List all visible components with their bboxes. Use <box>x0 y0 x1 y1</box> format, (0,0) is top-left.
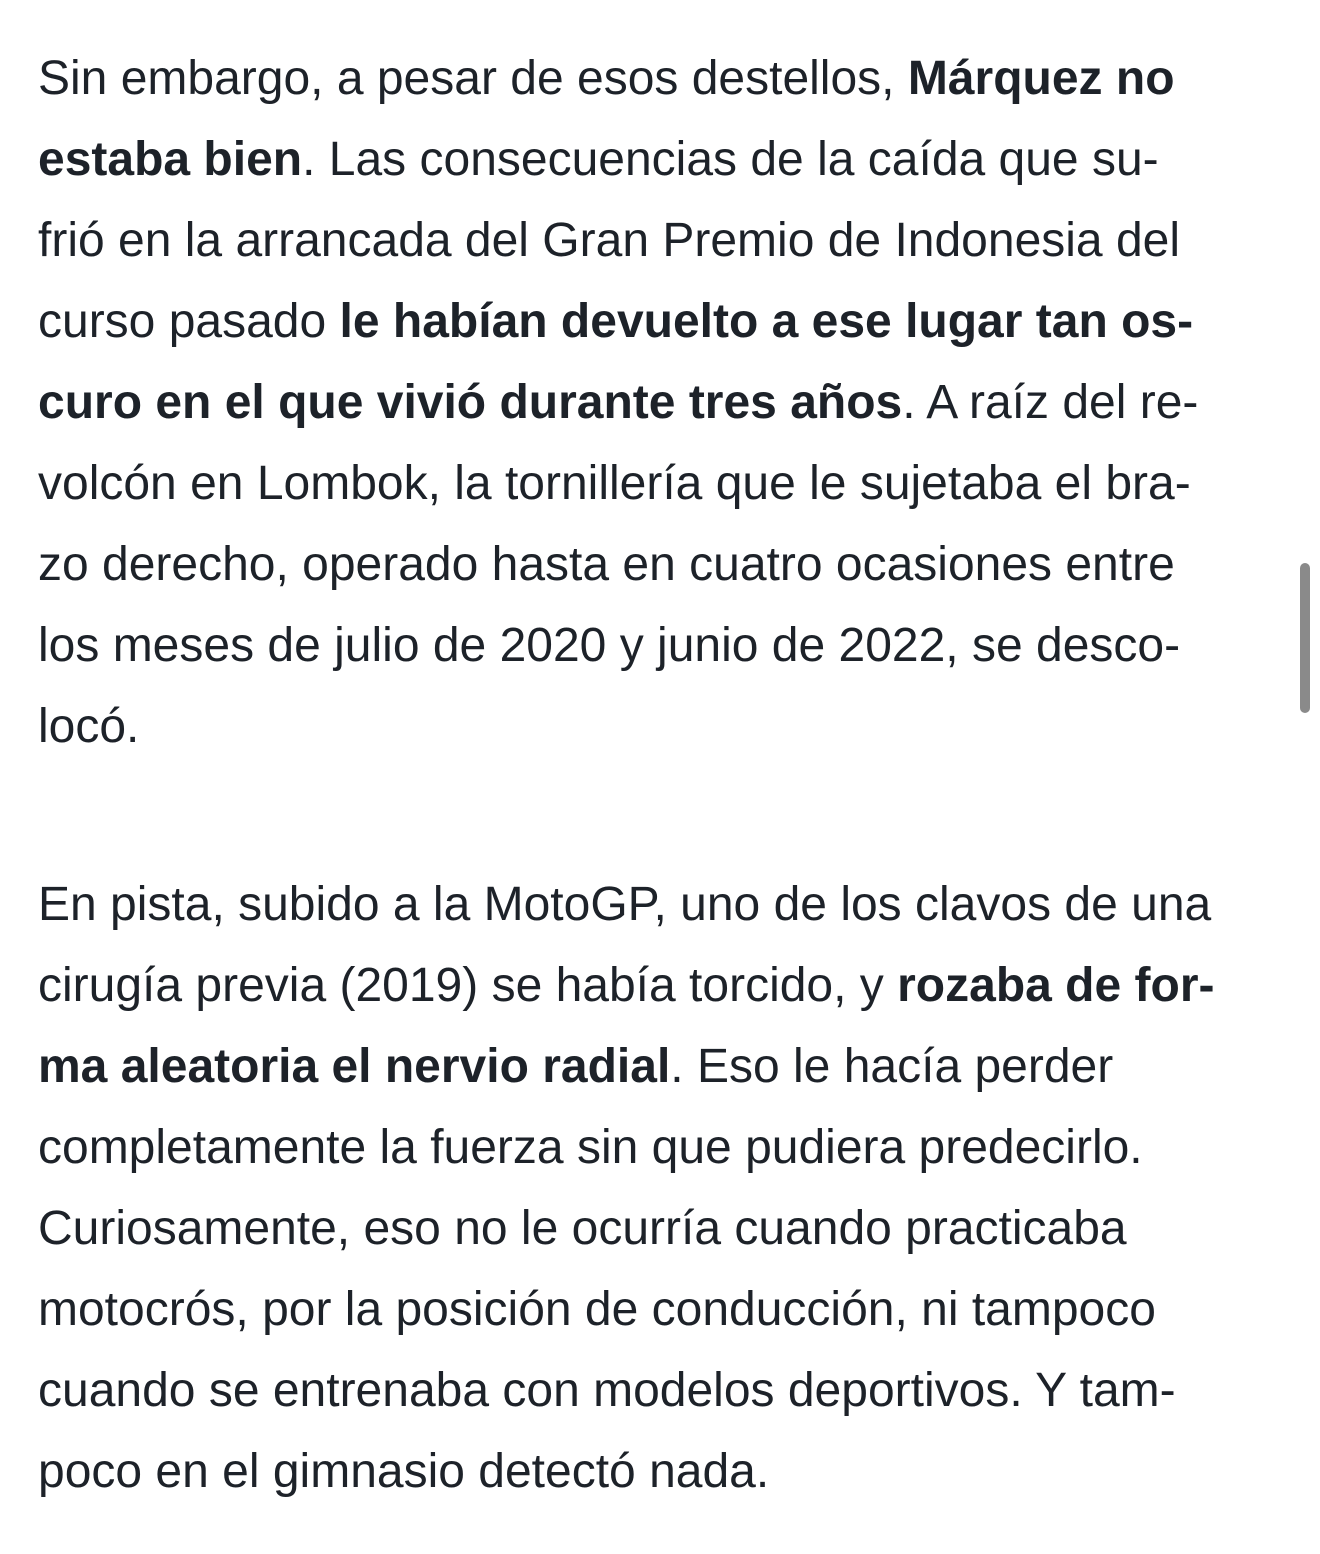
article-paragraph-1 <box>38 38 1288 767</box>
text-run: motocrós, por la posición de conducción, ni tampoco <box>38 1283 1156 1336</box>
text-line <box>38 200 1288 281</box>
article-paragraph-2 <box>38 864 1288 1512</box>
text-line <box>38 524 1288 605</box>
text-run: cuando se entrenaba con modelos deportivos. Y tam- <box>38 1364 1176 1417</box>
bold-text: estaba bien <box>38 133 303 186</box>
text-line <box>38 1431 1288 1512</box>
text-run: curso pasado <box>38 295 340 348</box>
text-line <box>38 1350 1288 1431</box>
text-run: cirugía previa (2019) se había torcido, y <box>38 959 898 1012</box>
text-run: . Eso le hacía perder <box>670 1040 1114 1093</box>
text-line <box>38 281 1288 362</box>
text-run: . A raíz del re- <box>902 376 1199 429</box>
text-run: Sin embargo, a pesar de esos destellos, <box>38 52 908 105</box>
text-line <box>38 864 1288 945</box>
bold-text: curo en el que vivió durante tres años <box>38 376 903 429</box>
text-line <box>38 1188 1288 1269</box>
text-run: zo derecho, operado hasta en cuatro ocasiones entre <box>38 538 1175 591</box>
text-run: poco en el gimnasio detectó nada. <box>38 1445 770 1498</box>
text-line <box>38 686 1288 767</box>
bold-text: le habían devuelto a ese lugar tan os- <box>339 295 1194 348</box>
text-line <box>38 362 1288 443</box>
text-run: frió en la arrancada del Gran Premio de Indonesia del <box>38 214 1181 267</box>
text-line <box>38 605 1288 686</box>
text-line <box>38 1269 1288 1350</box>
text-line <box>38 38 1288 119</box>
bold-text: Márquez no <box>907 52 1175 105</box>
text-line <box>38 443 1288 524</box>
text-line <box>38 1107 1288 1188</box>
text-line <box>38 119 1288 200</box>
text-run: locó. <box>38 700 140 753</box>
text-run: Curiosamente, eso no le ocurría cuando practicaba <box>38 1202 1127 1255</box>
scrollbar-thumb[interactable] <box>1300 563 1310 713</box>
text-run: completamente la fuerza sin que pudiera predecirlo. <box>38 1121 1143 1174</box>
text-line <box>38 945 1288 1026</box>
text-line <box>38 1026 1288 1107</box>
text-run: los meses de julio de 2020 y junio de 2022, se desco- <box>38 619 1181 672</box>
text-run: . Las consecuencias de la caída que su- <box>302 133 1159 186</box>
bold-text: rozaba de for- <box>897 959 1215 1012</box>
text-run: volcón en Lombok, la tornillería que le sujetaba el bra- <box>38 457 1191 510</box>
text-run: En pista, subido a la MotoGP, uno de los clavos de una <box>38 878 1212 931</box>
bold-text: ma aleatoria el nervio radial <box>38 1040 671 1093</box>
